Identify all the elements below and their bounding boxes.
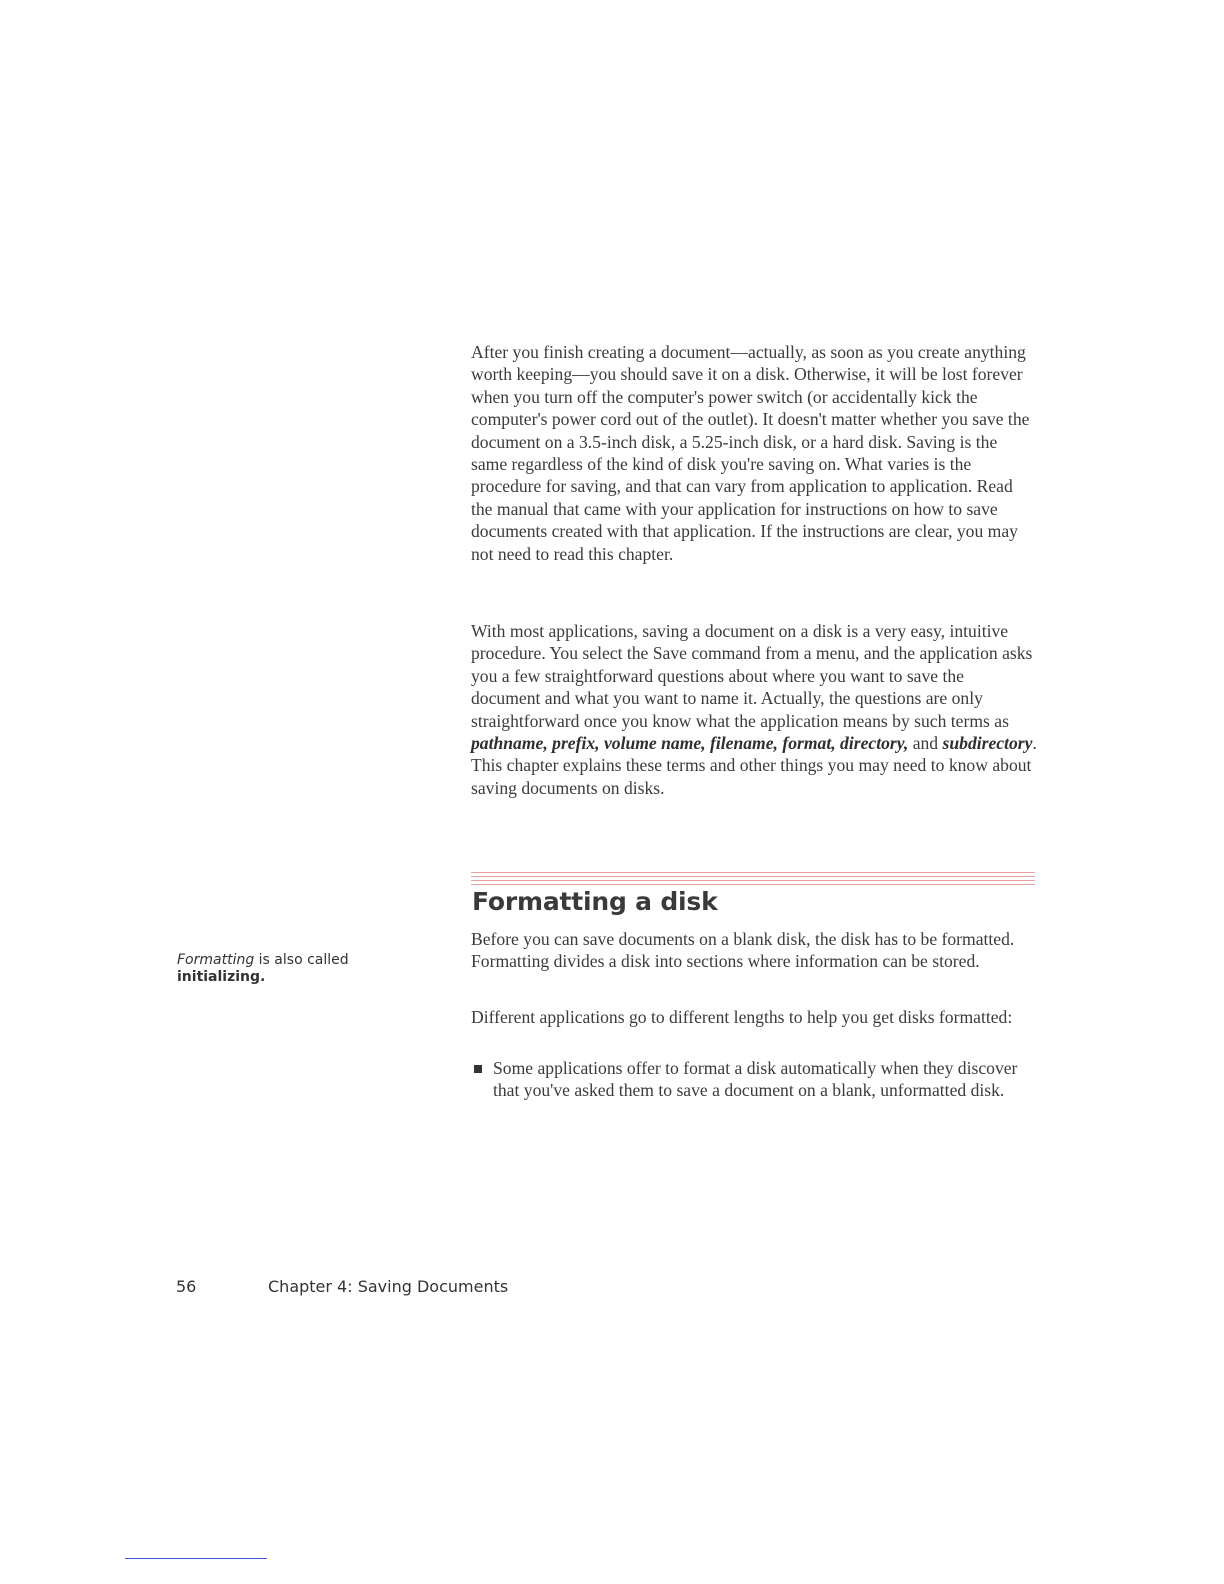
margin-note-synonym: initializing. [177,969,266,985]
term-format: format, [782,733,836,754]
square-bullet-icon [474,1065,482,1073]
term-filename: filename, [710,733,778,754]
section-paragraph-1: Before you can save documents on a blank disk, the disk has to be formatted. Formatting divides a disk into sections where information can be stored. [471,929,1015,972]
intro-paragraph-2-tail: . This chapter explains these terms and other things you may need to know about saving documents on disks. [471,733,1037,798]
intro-paragraph-2 [471,620,1037,799]
term-prefix: prefix, [552,733,600,754]
list-item [471,1057,1037,1102]
margin-note-text: is also called [254,952,349,968]
section-paragraph-2-block [471,1006,1037,1028]
margin-note [177,952,407,986]
section-heading: Formatting a disk [472,887,718,916]
term-directory: directory, [840,733,909,754]
intro-paragraph-2-lead: With most applications, saving a document on a disk is a very easy, intuitive procedure. You select the Save command from a menu, and the application asks you a few straightforward questions about where you want to save the document and what you want to name it. Actually, the questions are only straightforward once you know what the application means by such terms as [471,621,1033,731]
section-rule-line [471,876,1035,877]
running-footer-chapter: Chapter 4: Saving Documents [268,1277,509,1296]
section-paragraph-2: Different applications go to different lengths to help you get disks formatted: [471,1007,1013,1027]
bullet-list [471,1057,1037,1102]
intro-paragraph-1: After you finish creating a document—actually, as soon as you create anything worth keeping—you should save it on a disk. Otherwise, it will be lost forever when you turn off the computer's power switch (or accidentally kick the computer's power cord out of the outlet). It doesn't matter whether you save the document on a 3.5-inch disk, a 5.25-inch disk, or a hard disk. Saving is the same regardless of the kind of disk you're saving on. What varies is the procedure for saving, and that can vary from application to application. Read the manual that came with your application for instructions on how to save documents created with that application. If the instructions are clear, you may not need to read this chapter. [471,342,1030,564]
list-item-text: Some applications offer to format a disk automatically when they discover that you've asked them to save a document on a blank, unformatted disk. [493,1058,1018,1101]
term-joiner: and [912,733,939,754]
term-volume-name: volume name, [603,733,706,754]
term-pathname: pathname, [471,733,548,754]
margin-note-term: Formatting [177,952,255,968]
intro-paragraph-1-block [471,341,1037,565]
bottom-divider [125,1558,267,1559]
section-paragraph-1-block [471,928,1037,973]
section-rule-line [471,872,1035,873]
page-number: 56 [176,1277,197,1296]
term-subdirectory: subdirectory [942,733,1033,754]
section-rule-line [471,880,1035,881]
intro-paragraph-2-block [471,620,1037,799]
